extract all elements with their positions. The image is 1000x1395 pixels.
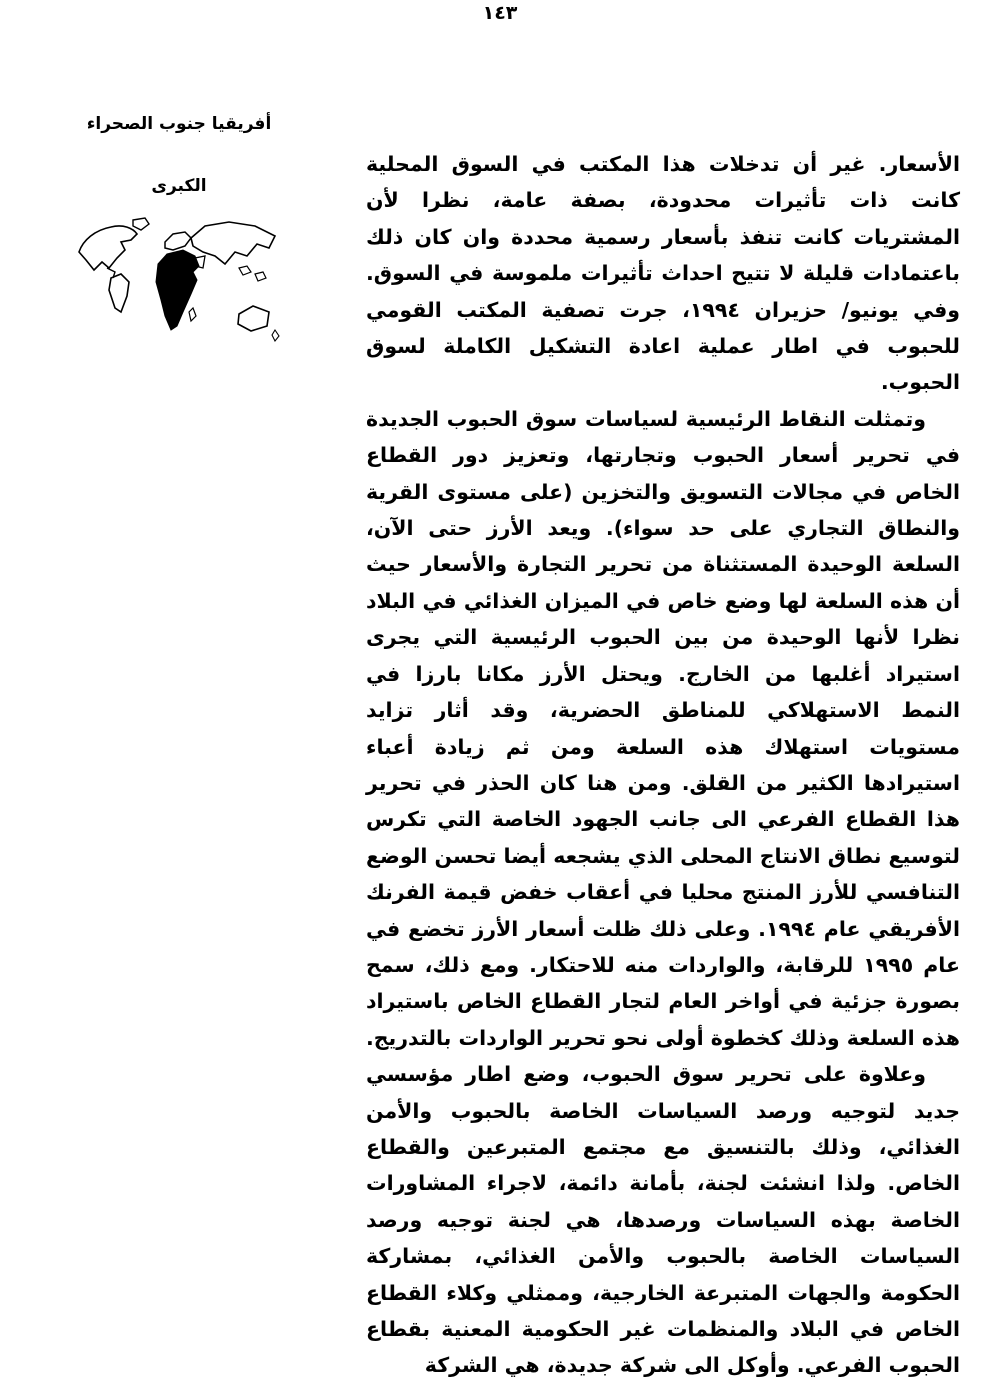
page-number: ١٤٣ [482, 2, 518, 24]
region-label [66, 78, 292, 202]
body-text [366, 146, 960, 1384]
paragraph: وعلاوة على تحرير سوق الحبوب، وضع اطار مؤسسي جديد لتوجيه ورصد السياسات الخاصة بالحبوب والأمن الغذائي، وذلك بالتنسيق مع مجتمع المتبرعين والقطاع الخاص. ولذا انشئت لجنة، بأمانة دائمة، لاجراء المشاورات الخاصة بهذه السياسات ورصدها، هي لجنة توجيه ورصد السياسات الخاصة بالحبوب والأمن الغذائي، بمشاركة الحكومة والجهات المتبرعة الخارجية، وممثلي وكلاء القطاع الخاص في البلاد والمنظمات غير الحكومية المعنية بقطاع الحبوب الفرعي. وأوكل الى شركة جديدة، هي الشركة [366, 1062, 960, 1378]
region-label-line2: الكبرى [151, 176, 207, 196]
world-map-africa-highlighted-icon [66, 212, 292, 362]
paragraph: الأسعار. غير أن تدخلات هذا المكتب في السوق المحلية كانت ذات تأثيرات محدودة، بصفة عامة، نظرا لأن المشتريات كانت تنفذ بأسعار رسمية محددة وان كان ذلك باعتمادات قليلة لا تتيح احداث تأثيرات ملموسة في السوق. وفي يونيو/ حزيران ١٩٩٤، جرت تصفية المكتب القومي للحبوب في اطار عملية اعادة التشكيل الكاملة لسوق الحبوب. [366, 152, 961, 395]
paragraph: وتمثلت النقاط الرئيسية لسياسات سوق الحبوب الجديدة في تحرير أسعار الحبوب وتجارتها، وتعزيز دور القطاع الخاص في مجالات التسويق والتخزين (على مستوى القرية والنطاق التجاري على حد سواء). ويعد الأرز حتى الآن، السلعة الوحيدة المستثناة من تحرير التجارة والأسعار حيث أن هذه السلعة لها وضع خاص في الميزان الغذائي في البلاد نظرا لأنها الوحيدة من بين الحبوب الرئيسية التي يجرى استيراد أغلبها من الخارج. ويحتل الأرز مكانا بارزا في النمط الاستهلاكي للمناطق الحضرية، وقد أثار تزايد مستويات استهلاك هذه السلعة ومن ثم زيادة أعباء استيرادها الكثير من القلق. ومن هنا كان الحذر في تحرير هذا القطاع الفرعي الى جانب الجهود الخاصة التي تكرس لتوسيع نطاق الانتاج المحلى الذي يشجعه أيضا تحسن الوضع التنافسي للأرز المنتج محليا في أعقاب خفض قيمة الفرنك الأفريقي عام ١٩٩٤. وعلى ذلك ظلت أسعار الأرز تخضع في عام ١٩٩٥ للرقابة، والواردات منه للاحتكار. ومع ذلك، سمح بصورة جزئية في أواخر العام لتجار القطاع الخاص باستيراد هذه السلعة وذلك كخطوة أولى نحو تحرير الواردات بالتدريج. [366, 406, 960, 1050]
region-label-line1: أفريقيا جنوب الصحراء [86, 114, 272, 134]
region-sidebar [66, 78, 292, 362]
